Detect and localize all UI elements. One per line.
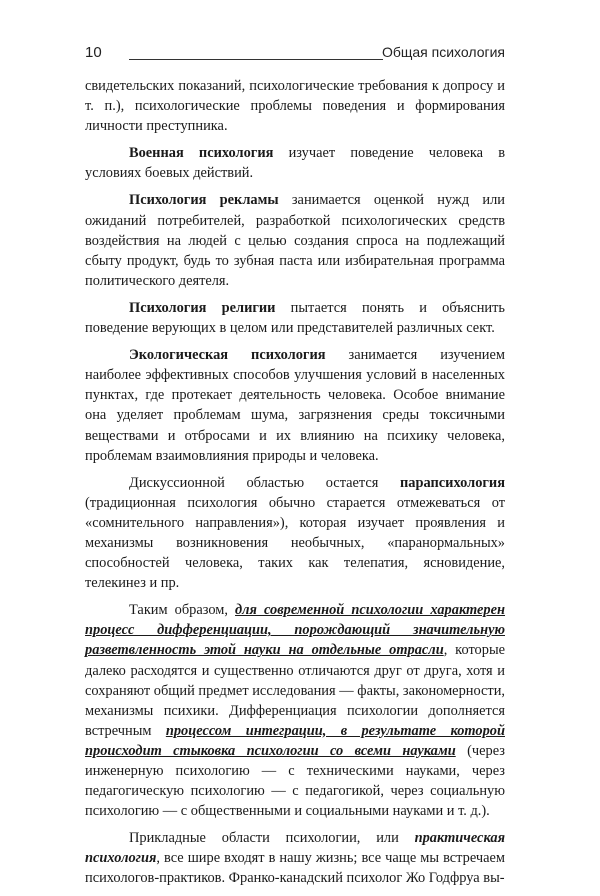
page-number: 10 (85, 44, 102, 61)
paragraph-7-text: (через инженерную психологию — с техническими науками, через педагогическую психологию — с педагогикой, через социальную психологию — с общественными и социальными науками и т. д.). (85, 742, 505, 820)
paragraph-6-start: Дискуссионной областью остается (129, 474, 400, 491)
paragraph-2-text: изучает поведение человека в условиях боевых действий. (85, 145, 505, 182)
term-parapsychology: парапсихология (400, 474, 505, 491)
paragraph-1-text: свидетельских показаний, психологические требования к допросу и т. п.), психологические проблемы поведения и формирования личности преступника. (85, 78, 505, 135)
paragraph-8-text: , все шире входят в нашу жизнь; все чаще мы встречаем психологов-практиков. Франко-канадский психолог Жо Годфруа вы- (85, 850, 505, 887)
paragraph-ecological-psychology (85, 345, 505, 466)
paragraph-6-text: (традиционная психология обычно старается отмежеваться от «сомнительного направления»), которая изучает проявления и механизмы возникновения необычных, «паранормальных» способностей человека, таких как телепатия, ясновидение, телекинез и пр. (85, 494, 505, 592)
paragraph-parapsychology (85, 473, 505, 594)
term-practical-psychology: практическая психология (85, 830, 505, 867)
emphasis-differentiation: для современной психологии характерен процесс дифференциации, порождающий значительную разветвленность этой науки на отдельные отрасли (85, 602, 506, 659)
term-military-psychology: Военная психология (129, 145, 274, 162)
paragraph-8-start: Прикладные области психологии, или (129, 830, 415, 847)
paragraph-3-text: занимается оценкой нужд или ожиданий потребителей, разработкой психологических средств воздействия на людей с целью создания спроса на подлежащий сбыту продукт, будь то зубная паста или избирательная программа политического деятеля. (85, 192, 505, 289)
paragraph-5-text: занимается изучением наиболее эффективных способов улучшения условий в населенных пунктах, где протекает деятельность человека. Особое внимание она уделяет проблемам шума, загрязнения среды токсичными веществами и отбросами и их влиянию на психику человека, проблемам взаимовлияния природы и человека. (85, 347, 505, 464)
paragraph-advertising-psychology (85, 190, 505, 290)
paragraph-7-middle: , которые далеко расходятся и существенно отличаются друг от друга, хотя и сохраняют общий предмет исследования — факты, закономерности, механизмы психики. Дифференциация психологии дополняется встречным (85, 642, 505, 739)
paragraph-4-text: пытается понять и объяснить поведение верующих в целом или представителей различных сект. (85, 299, 505, 337)
body-text (85, 76, 505, 896)
paragraph-7-start: Таким образом, (129, 602, 236, 619)
term-advertising-psychology: Психология рекламы (129, 192, 279, 209)
term-religion-psychology: Психология религии (129, 299, 276, 316)
emphasis-integration: процессом интеграции, в результате которой происходит стыковка психологии со всеми науками (85, 722, 505, 759)
header-rule (129, 59, 383, 60)
paragraph-religion-psychology (85, 298, 505, 338)
paragraph-practical-psychology (85, 828, 505, 888)
page-header (85, 40, 505, 66)
paragraph-military-psychology (85, 143, 505, 183)
term-ecological-psychology: Экологическая психология (129, 347, 326, 364)
paragraph-1 (85, 76, 505, 136)
running-title: Общая психология (381, 44, 505, 60)
paragraph-differentiation (85, 600, 505, 821)
